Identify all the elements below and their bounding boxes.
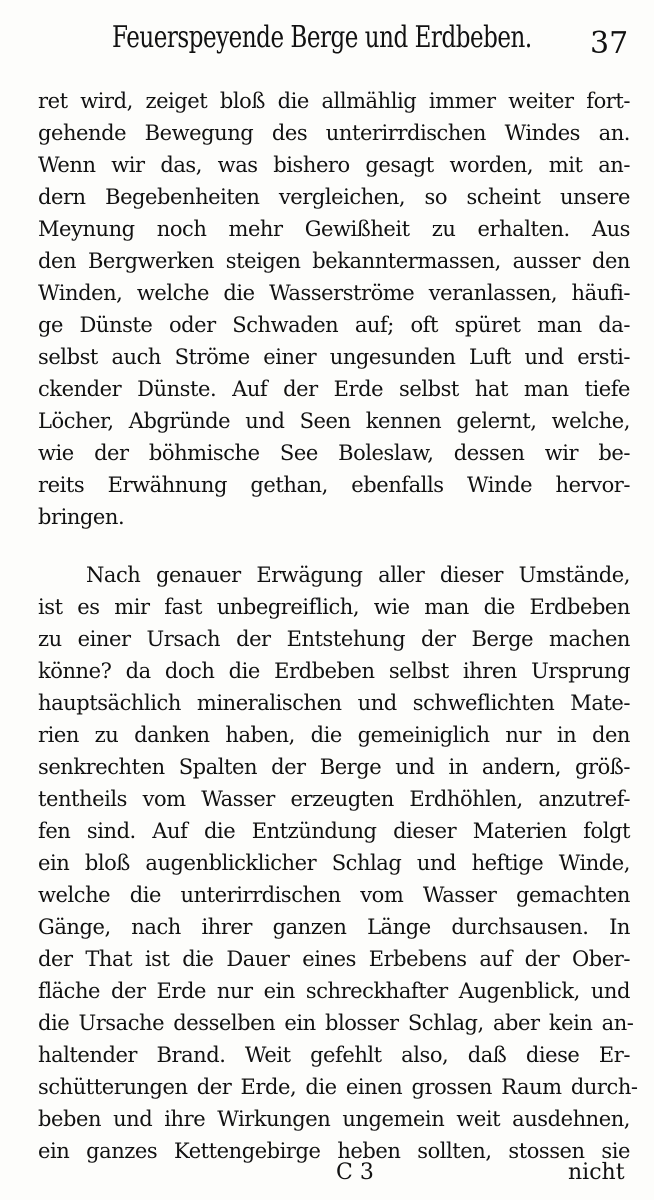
text-line: Wenn wir das, was bishero gesagt worden, mit an- [38, 153, 630, 177]
text-line: ein ganzes Kettengebirge heben sollten, stossen sie [38, 1139, 630, 1163]
text-line: könne? da doch die Erdbeben selbst ihren Ursprung [38, 659, 630, 683]
page-number: 37 [590, 26, 629, 61]
running-title: Feuerspeyende Berge und Erdbeben. [112, 20, 532, 55]
text-line: schütterungen der Erde, die einen grossen Raum durch- [38, 1075, 638, 1099]
text-line: der That ist die Dauer eines Erbebens auf der Ober- [38, 947, 630, 971]
text-line: ret wird, zeiget bloß die allmählig immer weiter fort- [38, 89, 630, 113]
text-line: hauptsächlich mineralischen und schweflichten Mate- [38, 691, 630, 715]
text-line: Gänge, nach ihrer ganzen Länge durchsausen. In [38, 915, 630, 939]
text-line: ein bloß augenblicklicher Schlag und heftige Winde, [38, 851, 630, 875]
text-line: tentheils vom Wasser erzeugten Erdhöhlen, anzutref- [38, 787, 630, 811]
text-line: zu einer Ursach der Entstehung der Berge machen [38, 627, 630, 651]
text-line: beben und ihre Wirkungen ungemein weit ausdehnen, [38, 1107, 630, 1131]
text-line: Meynung noch mehr Gewißheit zu erhalten. Aus [38, 217, 630, 241]
catchword: nicht [568, 1160, 625, 1185]
text-line: wie der böhmische See Boleslaw, dessen wir be- [38, 441, 630, 465]
text-line: welche die unterirrdischen vom Wasser gemachten [38, 883, 630, 907]
text-line: bringen. [38, 505, 125, 529]
text-line: fen sind. Auf die Entzündung dieser Materien folgt [38, 819, 630, 843]
text-line: selbst auch Ströme einer ungesunden Luft und ersti- [38, 345, 630, 369]
text-line: fläche der Erde nur ein schreckhafter Augenblick, und [38, 979, 630, 1003]
text-line: reits Erwähnung gethan, ebenfalls Winde hervor- [38, 473, 630, 497]
text-line: rien zu danken haben, die gemeiniglich nur in den [38, 723, 630, 747]
text-line: dern Begebenheiten vergleichen, so scheint unsere [38, 185, 630, 209]
signature-mark: C 3 [336, 1160, 374, 1185]
text-line: den Bergwerken steigen bekanntermassen, ausser den [38, 249, 630, 273]
text-line: ist es mir fast unbegreiflich, wie man die Erdbeben [38, 595, 630, 619]
text-line: haltender Brand. Weit gefehlt also, daß diese Er- [38, 1043, 630, 1067]
text-line: senkrechten Spalten der Berge und in andern, größ- [38, 755, 630, 779]
text-line: Nach genauer Erwägung aller dieser Umstände, [86, 563, 630, 587]
text-line: die Ursache desselben ein blosser Schlag, aber kein an- [38, 1011, 634, 1035]
text-line: gehende Bewegung des unterirrdischen Windes an. [38, 121, 630, 145]
text-line: ckender Dünste. Auf der Erde selbst hat man tiefe [38, 377, 630, 401]
text-line: ge Dünste oder Schwaden auf; oft spüret man da- [38, 313, 630, 337]
text-line: Winden, welche die Wasserströme veranlassen, häufi- [38, 281, 630, 305]
text-line: Löcher, Abgründe und Seen kennen gelernt, welche, [38, 409, 630, 433]
